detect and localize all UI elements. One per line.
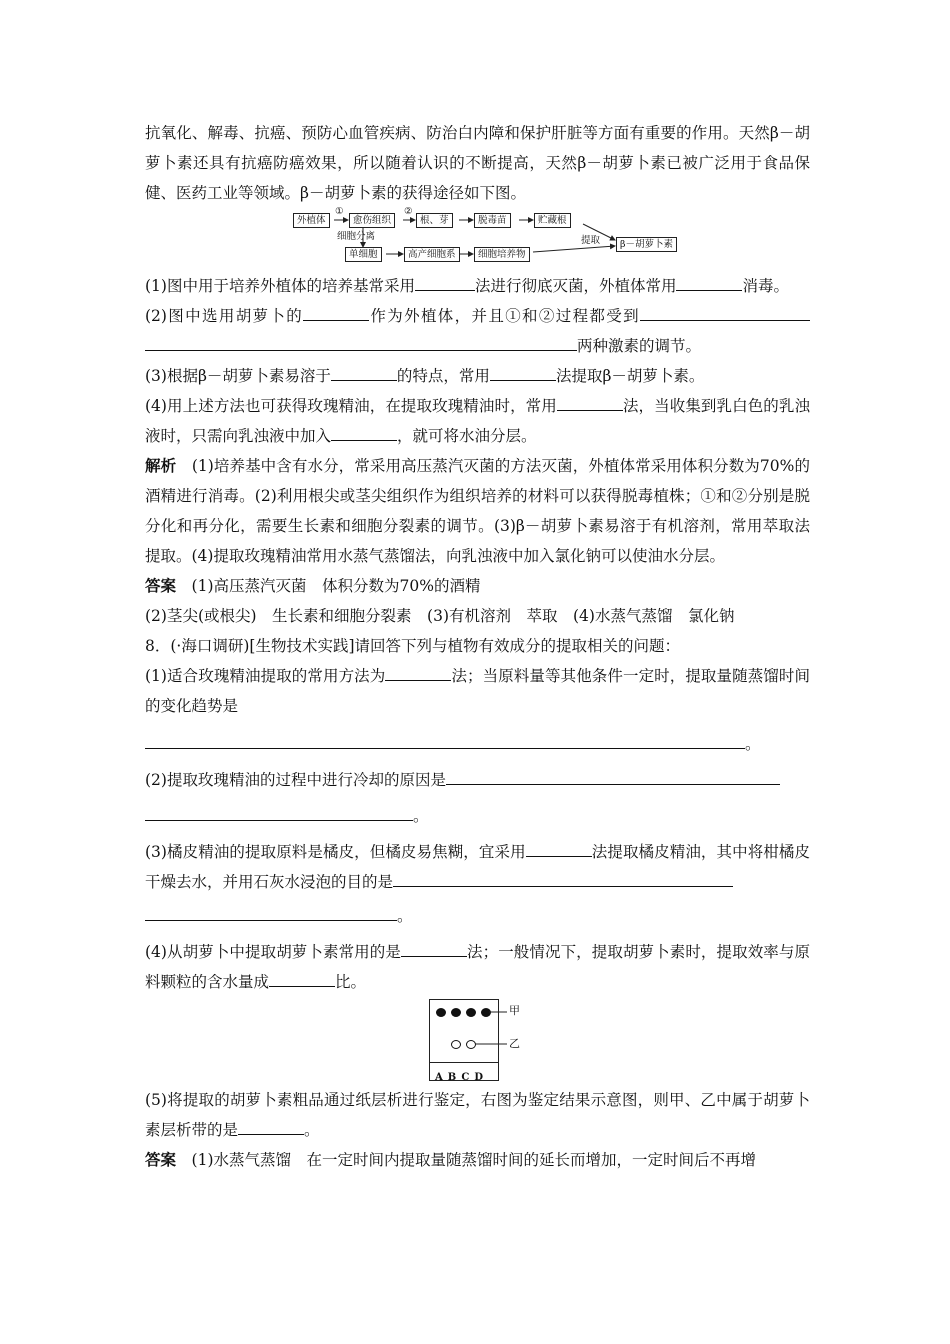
q8-3: (3)橘皮精油的提取原料是橘皮，但橘皮易焦糊，宜采用 法提取橘皮精油，其中将柑橘皮干燥去水，并用石灰水浸泡的目的是 。 bbox=[145, 837, 810, 931]
label-jia: 甲 bbox=[509, 1004, 520, 1017]
q7-4: (4)用上述方法也可获得玫瑰精油，在提取玫瑰精油时，常用 法，当收集到乳白色的乳浊液时，只需向乳浊液中加入 ，就可将水油分层。 bbox=[145, 391, 810, 451]
blank bbox=[145, 902, 397, 921]
flow-explant: 外植体 bbox=[293, 213, 330, 228]
answer-7-line-1: 答案 (1)高压蒸汽灭菌 体积分数为70%的酒精 bbox=[145, 577, 481, 595]
flow-culture: 细胞培养物 bbox=[474, 247, 530, 262]
answer-8: 答案 (1)水蒸气蒸馏 在一定时间内提取量随蒸馏时间的延长而增加，一定时间后不再增 bbox=[145, 1151, 756, 1169]
lane-labels: ABCD bbox=[435, 1072, 489, 1083]
blank bbox=[393, 868, 733, 887]
analysis: 解析 (1)培养基中含有水分，常采用高压蒸汽灭菌的方法灭菌，外植体常采用体积分数为70%的酒精进行消毒。(2)利用根尖或茎尖组织作为组织培养的材料可以获得脱毒植株；①和②分别是脱分化和再分化，需要生长素和细胞分裂素的调节。(3)β－胡萝卜素易溶于有机溶剂，常用萃取法提取。(4)提取玫瑰精油常用水蒸气蒸馏法，向乳浊液中加入氯化钠可以使油水分层。 bbox=[145, 457, 810, 565]
flow-callus: 愈伤组织 bbox=[349, 213, 395, 228]
chromatography-diagram bbox=[429, 999, 529, 1083]
flow-extract: 提取 bbox=[581, 235, 601, 246]
blank bbox=[640, 302, 810, 321]
blank bbox=[331, 362, 397, 381]
blank bbox=[145, 802, 413, 821]
flow-storage-root: 贮藏根 bbox=[534, 213, 571, 228]
blank bbox=[490, 362, 556, 381]
blank bbox=[145, 332, 577, 351]
blank bbox=[331, 422, 397, 441]
blank bbox=[446, 766, 780, 785]
intro-paragraph: 抗氧化、解毒、抗癌、预防心血管疾病、防治白内障和保护肝脏等方面有重要的作用。天然β－胡萝卜素还具有抗癌防癌效果，所以随着认识的不断提高，天然β－胡萝卜素已被广泛用于食品保健、医药工业等领域。β－胡萝卜素的获得途径如下图。 bbox=[145, 124, 810, 202]
blank bbox=[557, 392, 623, 411]
flow-single-cell: 单细胞 bbox=[345, 247, 382, 262]
blank bbox=[401, 938, 467, 957]
q8-5: (5)将提取的胡萝卜素粗品通过纸层析进行鉴定，右图为鉴定结果示意图，则甲、乙中属于胡萝卜素层析带的是 。 bbox=[145, 1091, 810, 1139]
blank bbox=[415, 272, 475, 291]
flow-product: β－胡萝卜素 bbox=[616, 237, 677, 252]
flow-step-2: ② bbox=[404, 206, 413, 217]
blank bbox=[676, 272, 742, 291]
flow-root-bud: 根、芽 bbox=[416, 213, 453, 228]
question-8: 8．(·海口调研)[生物技术实践]请回答下列与植物有效成分的提取相关的问题： bbox=[145, 637, 680, 655]
blank bbox=[303, 302, 369, 321]
answer-7-line-2: (2)茎尖(或根尖) 生长素和细胞分裂素 (3)有机溶剂 萃取 (4)水蒸气蒸馏 氯化钠 bbox=[145, 607, 735, 625]
q7-2: (2)图中选用胡萝卜的 作为外植体，并且①和②过程都受到两种激素的调节。 bbox=[145, 301, 810, 361]
flow-step-1: ① bbox=[335, 206, 344, 217]
blank bbox=[238, 1116, 304, 1135]
q7-3: (3)根据β－胡萝卜素易溶于 的特点，常用 法提取β－胡萝卜素。 bbox=[145, 361, 810, 391]
flow-high-yield: 高产细胞系 bbox=[404, 247, 460, 262]
blank bbox=[269, 968, 335, 987]
q8-1: (1)适合玫瑰精油提取的常用方法为 法；当原料量等其他条件一定时，提取量随蒸馏时间的变化趋势是 。 bbox=[145, 661, 810, 759]
flow-virus-free: 脱毒苗 bbox=[474, 213, 511, 228]
label-yi: 乙 bbox=[509, 1037, 520, 1050]
blank bbox=[385, 662, 451, 681]
blank bbox=[145, 730, 745, 749]
page-content bbox=[145, 118, 810, 1175]
blank bbox=[526, 838, 592, 857]
q7-1: (1)图中用于培养外植体的培养基常采用 法进行彻底灭菌，外植体常用 消毒。 bbox=[145, 271, 810, 301]
q8-2: (2)提取玫瑰精油的过程中进行冷却的原因是 。 bbox=[145, 765, 810, 831]
beta-carotene-flowchart bbox=[293, 206, 673, 267]
q8-4: (4)从胡萝卜中提取胡萝卜素常用的是 法；一般情况下，提取胡萝卜素时，提取效率与原料颗粒的含水量成 比。 bbox=[145, 937, 810, 997]
flow-cell-separation: 细胞分离 bbox=[337, 231, 376, 242]
